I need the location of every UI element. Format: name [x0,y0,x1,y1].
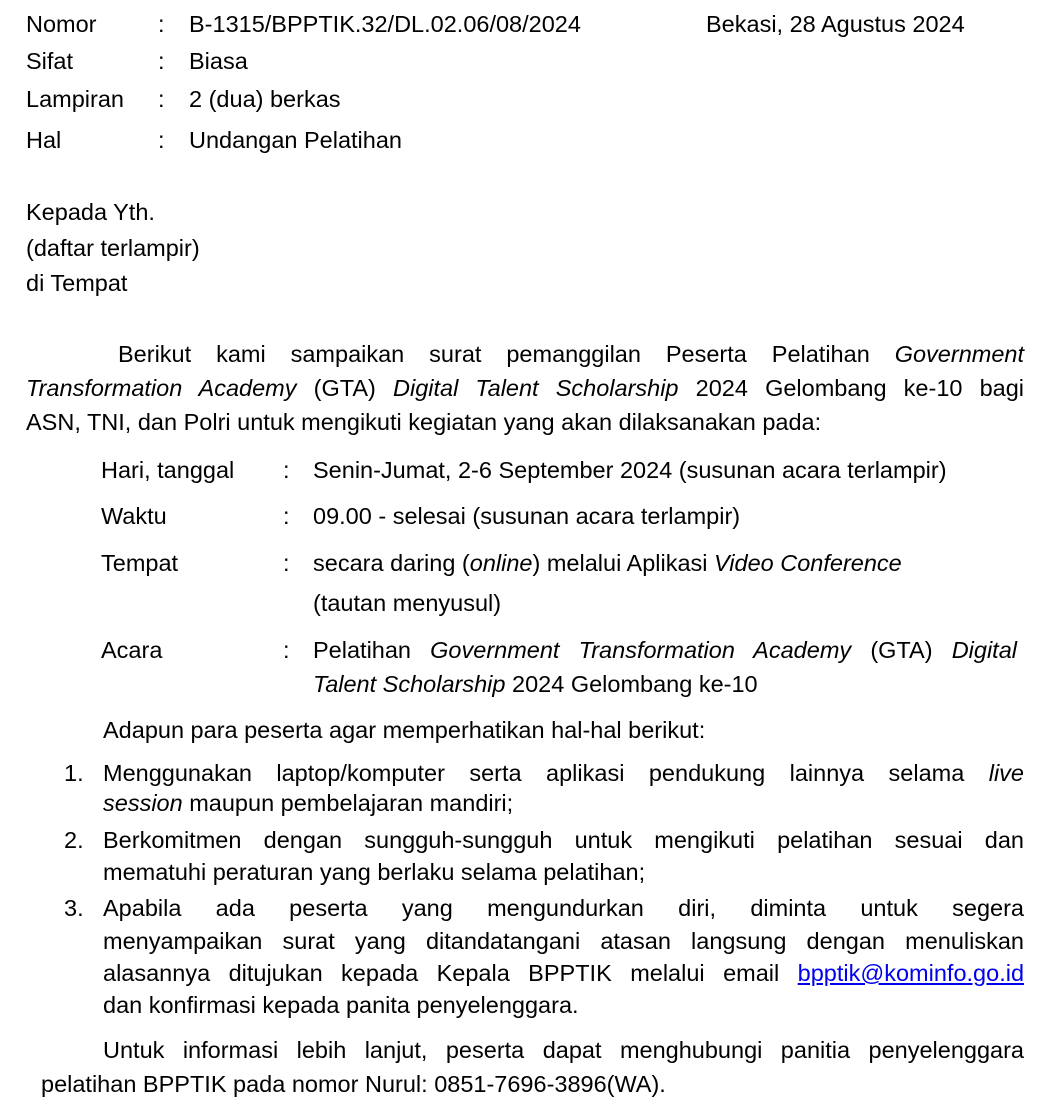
intro-line-3: ASN, TNI, dan Polri untuk mengikuti kegiatan yang akan dilaksanakan pada: [26,409,822,435]
letter-date: Bekasi, 28 Agustus 2024 [706,11,965,37]
waktu-label: Waktu [101,503,167,529]
closing-line-2: pelatihan BPPTIK pada nomor Nurul: 0851-7696-3896(WA). [41,1071,666,1097]
waktu-colon: : [283,503,290,529]
acara-value-line-1 [313,633,1017,667]
acara-colon: : [283,637,290,663]
sifat-value: Biasa [189,48,248,74]
hari-colon: : [283,457,290,483]
list-italic: session [103,790,183,816]
hal-value: Undangan Pelatihan [189,127,402,153]
tempat-text: secara daring ( [313,550,470,576]
intro-line-1 [118,337,1024,371]
acara-text: Pelatihan [313,637,411,663]
list-item-1-line-1 [103,756,1024,790]
sifat-colon: : [158,48,165,74]
intro-text: 2024 Gelombang ke-10 bagi [695,375,1025,401]
recipient-line-3: di Tempat [26,270,128,296]
intro-text: (GTA) [313,375,376,401]
acara-value-line-2 [313,667,758,701]
acara-italic: Government Transformation Academy [430,637,852,663]
notes-intro: Adapun para peserta agar memperhatikan hal-hal berikut: [103,717,706,743]
tempat-value [313,546,902,580]
hari-label: Hari, tanggal [101,457,235,483]
lampiran-colon: : [158,86,165,112]
nomor-label: Nomor [26,11,97,37]
list-text: maupun pembelajaran mandiri; [189,790,514,816]
acara-italic: Digital [951,637,1017,663]
list-item-3-line-2: menyampaikan surat yang ditandatangani atasan langsung dengan menuliskan [103,928,1024,954]
list-item-2-line-1: Berkomitmen dengan sungguh-sungguh untuk mengikuti pelatihan sesuai dan [103,827,1024,853]
list-text: alasannya ditujukan kepada Kepala BPPTIK melalui email [103,960,780,986]
hal-label: Hal [26,127,62,153]
hari-value: Senin-Jumat, 2-6 September 2024 (susunan acara terlampir) [313,457,947,483]
tempat-italic: Video Conference [714,550,902,576]
intro-italic: Government [894,341,1025,367]
waktu-value: 09.00 - selesai (susunan acara terlampir) [313,503,741,529]
sifat-label: Sifat [26,48,74,74]
acara-text: 2024 Gelombang ke-10 [512,671,758,697]
recipient-line-2: (daftar terlampir) [26,235,200,261]
list-number-1: 1. [64,760,84,786]
list-number-2: 2. [64,827,84,853]
tempat-label: Tempat [101,550,179,576]
recipient-line-1: Kepada Yth. [26,199,155,225]
list-number-3: 3. [64,895,84,921]
email-link[interactable]: bpptik@kominfo.go.id [797,960,1025,986]
list-item-1-line-2 [103,786,513,820]
hal-colon: : [158,127,165,153]
acara-label: Acara [101,637,163,663]
nomor-value: B-1315/BPPTIK.32/DL.02.06/08/2024 [189,11,581,37]
tempat-text: ) melalui Aplikasi [532,550,708,576]
nomor-colon: : [158,11,165,37]
intro-italic: Digital Talent Scholarship [393,375,679,401]
intro-italic: Transformation Academy [26,375,297,401]
intro-text: Berikut kami sampaikan surat pemanggilan Peserta Pelatihan [118,341,870,367]
tempat-value-line-2: (tautan menyusul) [313,590,502,616]
list-item-2-line-2: mematuhi peraturan yang berlaku selama pelatihan; [103,859,646,885]
closing-line-1: Untuk informasi lebih lanjut, peserta dapat menghubungi panitia penyelenggara [103,1037,1024,1063]
tempat-colon: : [283,550,290,576]
acara-text: (GTA) [870,637,933,663]
list-text: Menggunakan laptop/komputer serta aplikasi pendukung lainnya selama [103,760,965,786]
acara-italic: Talent Scholarship [313,671,506,697]
list-item-3-line-1: Apabila ada peserta yang mengundurkan diri, diminta untuk segera [103,895,1024,921]
intro-line-2 [26,371,1024,405]
list-item-3-line-4: dan konfirmasi kepada panita penyelenggara. [103,992,579,1018]
tempat-italic: online [469,550,533,576]
lampiran-label: Lampiran [26,86,124,112]
list-item-3-line-3 [103,956,1024,990]
list-italic: live [988,760,1024,786]
lampiran-value: 2 (dua) berkas [189,86,341,112]
